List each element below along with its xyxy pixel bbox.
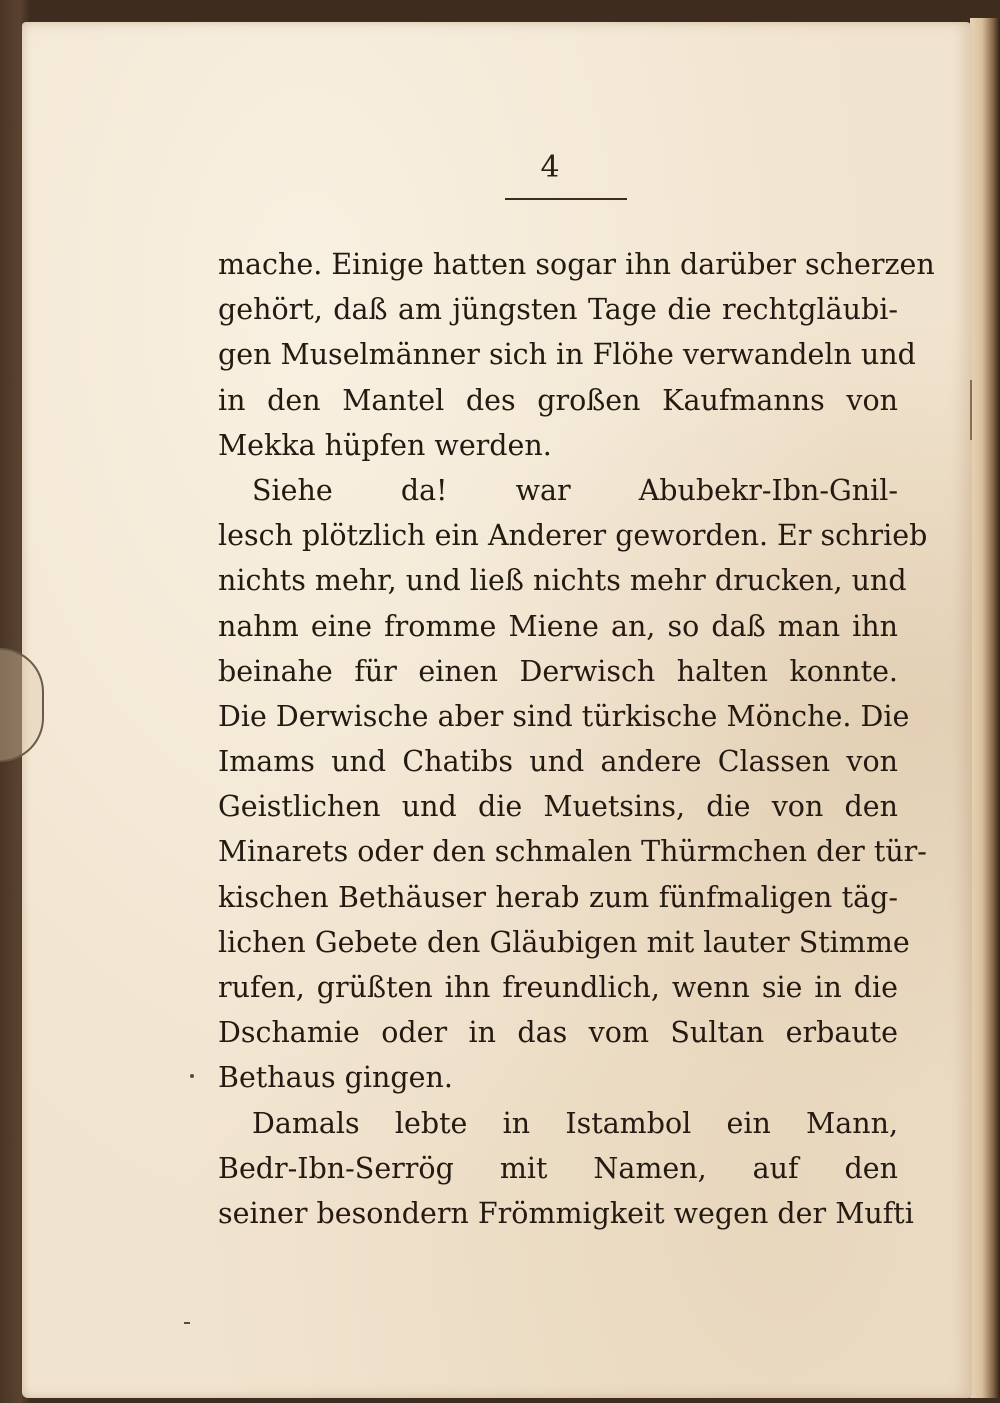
text-line: in den Mantel des großen Kaufmanns von [218, 383, 898, 417]
body-text [218, 242, 935, 1236]
text-line: rufen, grüßten ihn freundlich, wenn sie in die [218, 971, 898, 1004]
margin-mark [190, 1074, 194, 1078]
text-line: mache. Einige hatten sogar ihn darüber scherzen [218, 248, 935, 281]
text-line: gehört, daß am jüngsten Tage die rechtgläubi- [218, 293, 898, 327]
text-line: nahm eine fromme Miene an, so daß man ihn [218, 609, 898, 643]
text-line: kischen Bethäuser herab zum fünfmaligen täg- [218, 880, 898, 914]
text-line: nichts mehr, und ließ nichts mehr drucken, und [218, 564, 907, 598]
text-line: Minarets oder den schmalen Thürmchen der tür- [218, 835, 927, 869]
text-line: Mekka hüpfen werden. [218, 428, 552, 462]
text-line: Die Derwische aber sind türkische Mönche. Die [218, 699, 910, 733]
margin-mark [184, 1322, 190, 1324]
text-line: Bethaus gingen. [218, 1061, 453, 1095]
text-line: lesch plötzlich ein Anderer geworden. Er schrieb [218, 519, 928, 553]
text-line: beinahe für einen Derwisch halten konnte. [218, 654, 898, 688]
text-line: seiner besondern Frömmigkeit wegen der Mufti [218, 1196, 914, 1230]
text-line: Damals lebte in Istambol ein Mann, [252, 1106, 898, 1140]
page-number: 4 [540, 150, 560, 185]
book-spine-edge [970, 18, 1000, 1398]
text-line: Dschamie oder in das vom Sultan erbaute [218, 1016, 898, 1050]
text-line: Geistlichen und die Muetsins, die von den [218, 790, 898, 824]
text-line: lichen Gebete den Gläubigen mit lauter Stimme [218, 925, 910, 959]
margin-mark [970, 380, 972, 440]
text-line: Siehe da! war Abubekr-Ibn-Gnil- [252, 473, 898, 507]
text-line: Bedr-Ibn-Serrög mit Namen, auf den [218, 1151, 898, 1185]
header-rule [505, 198, 627, 200]
text-line: Imams und Chatibs und andere Classen von [218, 745, 898, 779]
text-line: gen Muselmänner sich in Flöhe verwandeln und [218, 338, 916, 372]
